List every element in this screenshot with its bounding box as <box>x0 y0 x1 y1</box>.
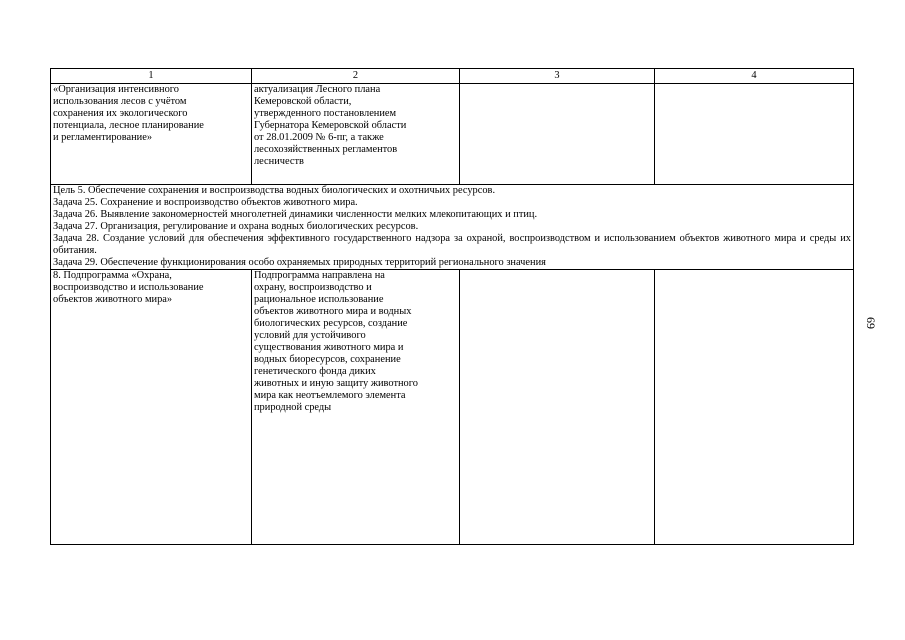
task-27-line: Задача 27. Организация, регулирование и охрана водных биологических ресурсов. <box>53 221 419 232</box>
row1-col1-cell: «Организация интенсивного использования лесов с учётом сохранения их экологического потенциала, лесное планирование и регламентирование» <box>51 84 252 185</box>
row1-col2-cell: актуализация Лесного плана Кемеровской области, утвержденного постановлением Губернатора Кемеровской области от 28.01.2009 № 6-пг, а также лесохозяйственных регламентов лесничеств <box>252 84 460 185</box>
goal-block-cell <box>51 185 854 270</box>
page-number: 69 <box>864 317 878 329</box>
goal-5-line: Цель 5. Обеспечение сохранения и воспроизводства водных биологических и охотничьих ресурсов. <box>53 185 496 196</box>
task-26-line: Задача 26. Выявление закономерностей многолетней динамики численности мелких млекопитающих и птиц. <box>53 209 538 220</box>
document-table <box>50 68 854 545</box>
header-row <box>51 69 854 84</box>
row1-col3-cell <box>460 84 655 185</box>
header-col-4: 4 <box>655 69 854 84</box>
task-28-line: Задача 28. Создание условий для обеспечения эффективного государственного надзора за охраной, воспроизводством и использованием объектов животного мира и среды их обитания. <box>53 233 851 256</box>
row2-col4-cell <box>655 270 854 545</box>
header-col-1: 1 <box>51 69 252 84</box>
row2-col1-cell: 8. Подпрограмма «Охрана, воспроизводство и использование объектов животного мира» <box>51 270 252 545</box>
task-25-line: Задача 25. Сохранение и воспроизводство объектов животного мира. <box>53 197 358 208</box>
table-row-subprogram-8 <box>51 270 854 545</box>
row1-col4-cell <box>655 84 854 185</box>
header-col-3: 3 <box>460 69 655 84</box>
header-col-2: 2 <box>252 69 460 84</box>
row2-col2-cell: Подпрограмма направлена на охрану, воспроизводство и рациональное использование объектов животного мира и водных биологических ресурсов, создание условий для устойчивого существования животного мира и водных биоресурсов, сохранение генетического фонда диких животных и иную защиту животного мира как неотъемлемого элемента природной среды <box>252 270 460 545</box>
task-29-line: Задача 29. Обеспечение функционирования особо охраняемых природных территорий регионального значения <box>53 257 546 268</box>
table-row-forest <box>51 84 854 185</box>
row2-col3-cell <box>460 270 655 545</box>
goal-row <box>51 185 854 270</box>
